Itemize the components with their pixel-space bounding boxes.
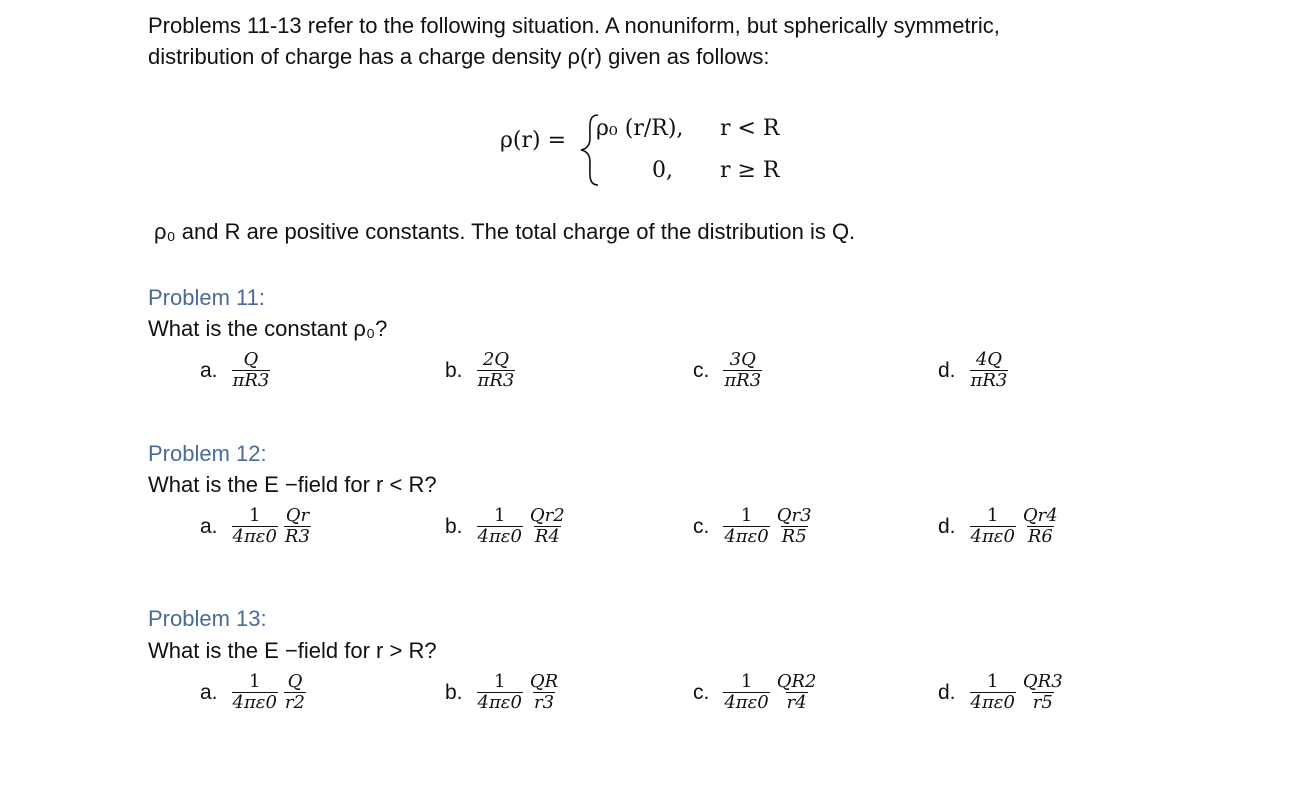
denominator: 4πε0	[477, 692, 522, 713]
choice-letter: b.	[445, 680, 463, 704]
denominator: r3	[534, 692, 555, 713]
density-case2-cond: r ≥ R	[720, 158, 780, 183]
denominator: πR3	[232, 370, 270, 391]
p11-choice-b[interactable]	[445, 350, 515, 391]
denominator: R5	[781, 526, 807, 547]
p13-choice-b[interactable]	[445, 672, 559, 713]
fraction	[970, 350, 1009, 391]
denominator: 4πε0	[724, 692, 769, 713]
intro-line-1: Problems 11-13 refer to the following situation. A nonuniform, but spherically symmetric,	[148, 13, 1000, 38]
numerator: QR3	[1022, 671, 1063, 692]
p13-choice-c[interactable]	[693, 672, 818, 713]
choice-letter: c.	[693, 680, 710, 704]
charge-fraction	[776, 506, 813, 547]
numerator: 1	[493, 671, 506, 692]
numerator: 2Q	[482, 349, 510, 370]
choice-letter: d.	[938, 514, 956, 538]
numerator: 1	[986, 671, 999, 692]
charge-fraction	[284, 672, 306, 713]
problem-12-heading: Problem 12:	[148, 441, 267, 466]
denominator: 4πε0	[477, 526, 522, 547]
denominator: πR3	[477, 370, 515, 391]
denominator: 4πε0	[724, 526, 769, 547]
prefactor-fraction	[970, 506, 1016, 547]
charge-fraction	[529, 672, 559, 713]
numerator: 1	[740, 505, 753, 526]
denominator: R6	[1027, 526, 1053, 547]
denominator: 4πε0	[232, 526, 277, 547]
density-case2-expr: 0,	[652, 158, 673, 183]
denominator: R4	[534, 526, 560, 547]
numerator: Qr4	[1022, 505, 1058, 526]
numerator: 3Q	[729, 349, 756, 370]
choice-letter: a.	[200, 680, 218, 704]
numerator: Qr2	[529, 505, 565, 526]
choice-letter: b.	[445, 358, 463, 382]
numerator: 1	[248, 505, 261, 526]
choice-letter: c.	[693, 514, 710, 538]
charge-fraction	[1022, 506, 1059, 547]
choice-letter: d.	[938, 680, 956, 704]
p11-choice-c[interactable]	[693, 350, 762, 391]
choice-letter: d.	[938, 358, 956, 382]
prefactor-fraction	[723, 506, 769, 547]
denominator: πR3	[970, 370, 1008, 391]
p13-choice-d[interactable]	[938, 672, 1064, 713]
denominator: R3	[284, 526, 310, 547]
p12-choice-a[interactable]	[200, 506, 311, 547]
p12-choice-c[interactable]	[693, 506, 813, 547]
problem-13-heading: Problem 13:	[148, 606, 267, 631]
numerator: Qr3	[776, 505, 812, 526]
numerator: 1	[248, 671, 261, 692]
numerator: QR2	[776, 671, 817, 692]
charge-fraction	[284, 506, 311, 547]
choice-letter: a.	[200, 358, 218, 382]
denominator: 4πε0	[970, 692, 1015, 713]
intro-line-2: distribution of charge has a charge density ρ(r) given as follows:	[148, 44, 770, 69]
fraction	[723, 350, 762, 391]
prefactor-fraction	[477, 506, 523, 547]
numerator: 1	[493, 505, 506, 526]
charge-fraction	[776, 672, 818, 713]
numerator: 1	[986, 505, 999, 526]
density-lhs: ρ(r) =	[500, 128, 567, 153]
choice-letter: b.	[445, 514, 463, 538]
choice-letter: a.	[200, 514, 218, 538]
density-case1-expr: ρ₀ (r/R),	[596, 116, 684, 141]
numerator: Qr	[285, 505, 310, 526]
numerator: Q	[243, 349, 259, 370]
denominator: πR3	[724, 370, 762, 391]
problem-13-question: What is the E −field for r > R?	[148, 638, 437, 663]
denominator: 4πε0	[232, 692, 277, 713]
fraction	[232, 350, 271, 391]
problem-12-question: What is the E −field for r < R?	[148, 472, 437, 497]
prefactor-fraction	[970, 672, 1016, 713]
prefactor-fraction	[723, 672, 769, 713]
problem-11-question: What is the constant ρ₀?	[148, 316, 388, 341]
p11-choice-a[interactable]	[200, 350, 270, 391]
charge-fraction	[529, 506, 566, 547]
fraction	[477, 350, 516, 391]
problem-11-heading: Problem 11:	[148, 285, 265, 310]
prefactor-fraction	[232, 672, 278, 713]
denominator: r5	[1032, 692, 1053, 713]
numerator: Q	[287, 671, 303, 692]
p13-choice-a[interactable]	[200, 672, 306, 713]
prefactor-fraction	[232, 506, 278, 547]
prefactor-fraction	[477, 672, 523, 713]
denominator: r2	[284, 692, 305, 713]
choice-letter: c.	[693, 358, 710, 382]
numerator: 4Q	[975, 349, 1003, 370]
density-case1-cond: r < R	[720, 116, 780, 141]
p11-choice-d[interactable]	[938, 350, 1008, 391]
constants-line: ρ₀ and R are positive constants. The total charge of the distribution is Q.	[154, 219, 856, 244]
p12-choice-d[interactable]	[938, 506, 1059, 547]
numerator: 1	[740, 671, 753, 692]
denominator: r4	[786, 692, 807, 713]
denominator: 4πε0	[970, 526, 1015, 547]
p12-choice-b[interactable]	[445, 506, 566, 547]
numerator: QR	[529, 671, 559, 692]
charge-fraction	[1022, 672, 1064, 713]
